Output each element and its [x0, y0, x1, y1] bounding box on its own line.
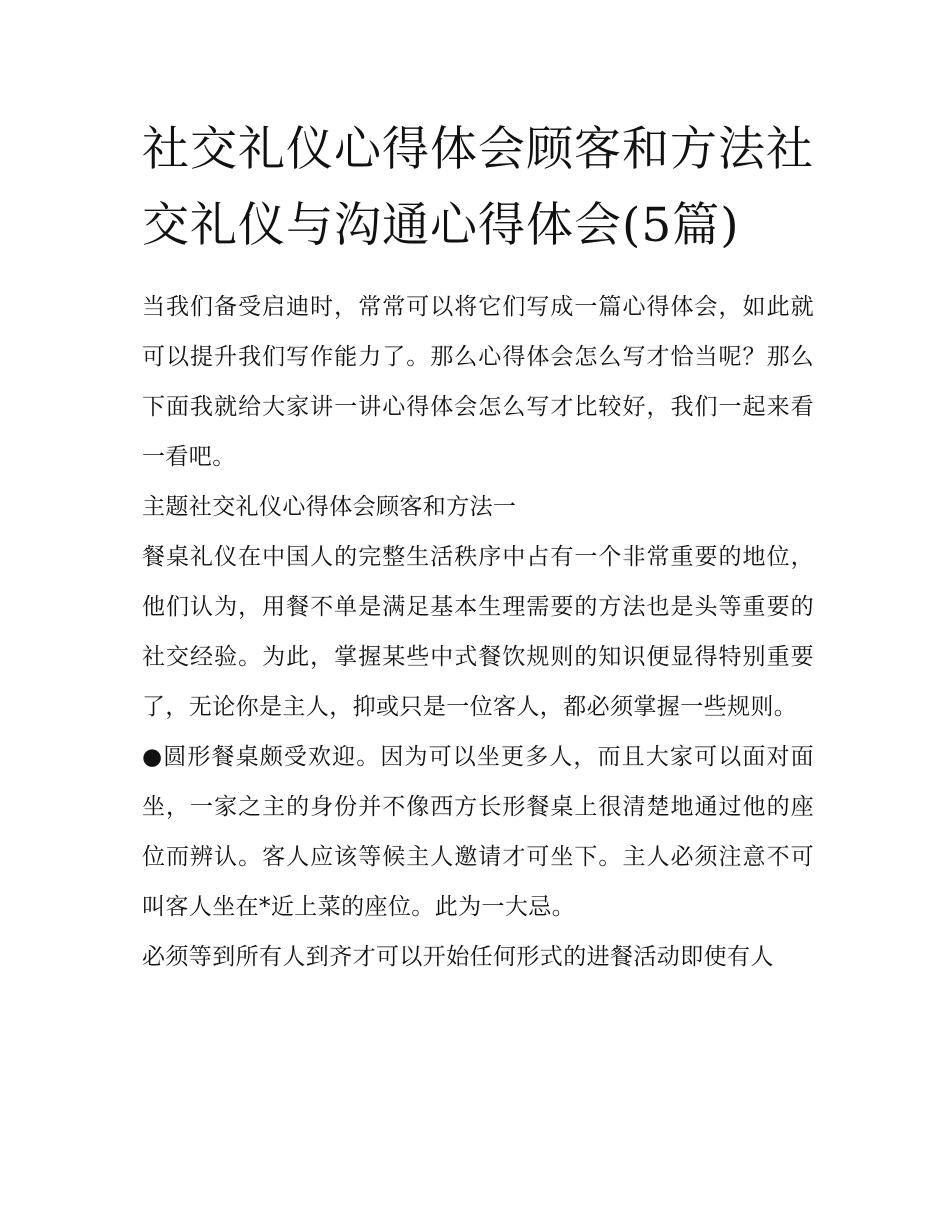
intro-paragraph: 当我们备受启迪时，常常可以将它们写成一篇心得体会，如此就可以提升我们写作能力了。那么心得体会怎么写才恰当呢？那么下面我就给大家讲一讲心得体会怎么写才比较好，我们一起来看一看吧。: [142, 294, 814, 470]
body-paragraph: ●圆形餐桌颇受欢迎。因为可以坐更多人，而且大家可以面对面坐，一家之主的身份并不像西方长形餐桌上很清楚地通过他的座位而辨认。客人应该等候主人邀请才可坐下。主人必须注意不可叫客人坐在*近上菜的座位。此为一大忌。: [142, 744, 814, 920]
document-title: 社交礼仪心得体会顾客和方法社交礼仪与沟通心得体会(5篇): [142, 122, 814, 253]
body-paragraph: 餐桌礼仪在中国人的完整生活秩序中占有一个非常重要的地位，他们认为，用餐不单是满足基本生理需要的方法也是头等重要的社交经验。为此，掌握某些中式餐饮规则的知识便显得特别重要了，无论你是主人，抑或只是一位客人，都必须掌握一些规则。: [142, 544, 814, 720]
body-paragraph: 必须等到所有人到齐才可以开始任何形式的进餐活动即使有人: [142, 944, 774, 970]
section-heading: 主题社交礼仪心得体会顾客和方法一: [142, 494, 517, 520]
document-page: [142, 112, 814, 982]
